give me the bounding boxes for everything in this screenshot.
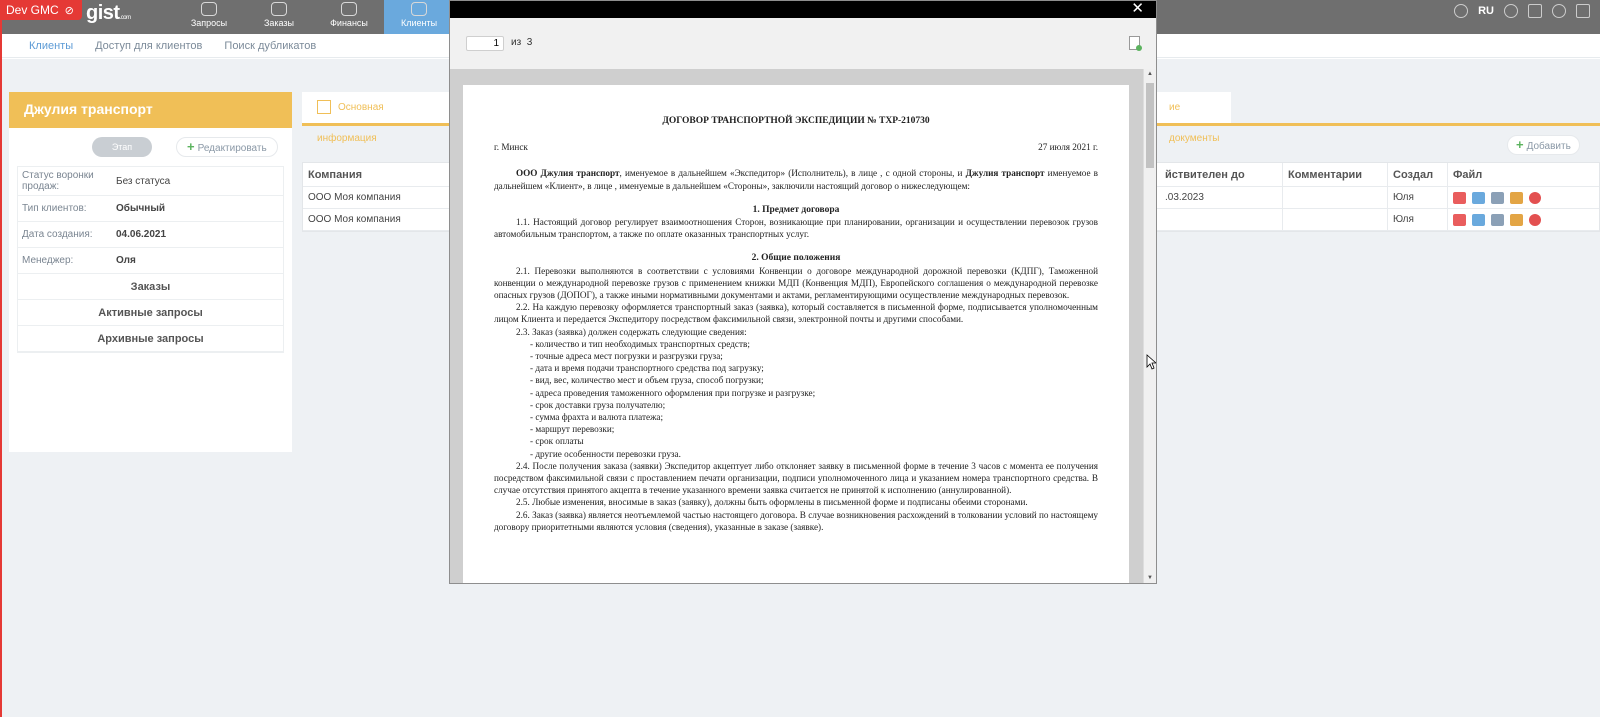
cell-file — [1448, 209, 1599, 230]
prop-label: Дата создания: — [22, 229, 93, 240]
doc-title: ДОГОВОР ТРАНСПОРТНОЙ ЭКСПЕДИЦИИ № TXP-210730 — [662, 116, 930, 126]
cell-company: ООО Моя компания — [303, 187, 453, 208]
nav-clients[interactable]: Клиенты — [384, 0, 454, 34]
clients-icon — [411, 2, 427, 16]
prop-value: Обычный — [116, 203, 166, 214]
pdf-icon[interactable] — [1453, 214, 1466, 226]
download-icon[interactable] — [1129, 36, 1140, 50]
document-page — [463, 85, 1129, 583]
doc-paragraph: 2.4. После получения заказа (заявки) Экспедитор акцептует либо отклоняет заявку в письменной форме в течение 3 часов с момента ее получения посредством факсимильной связи с проставлением печати организации, подписи уполномоченного лица и указанием номера транспортного средства. В случае отсутствия принятого акцепта в течение указанного времени заявка считается не принятой к исполнению (аннулированной). — [494, 460, 1098, 496]
col-comments[interactable]: Комментарии — [1283, 163, 1388, 186]
bell-icon[interactable] — [1552, 4, 1566, 18]
doc-list-item: - другие особенности перевозки груза. — [530, 448, 681, 459]
page-count: из 3 — [511, 37, 533, 48]
doc-list-item: - срок оплаты — [530, 436, 584, 447]
scroll-up-icon[interactable]: ▲ — [1147, 71, 1153, 77]
logo[interactable]: gist.com — [86, 2, 131, 24]
client-card — [9, 92, 292, 452]
archive-requests-link[interactable]: Архивные запросы — [18, 326, 283, 352]
prop-value: Оля — [116, 255, 136, 266]
cell-file — [1448, 187, 1599, 208]
page-number-input[interactable] — [466, 36, 504, 51]
cell-creator: Юля — [1388, 209, 1448, 230]
doc-list-item: - срок доставки груза получателю; — [530, 399, 666, 410]
vertical-scrollbar[interactable] — [1143, 69, 1156, 583]
doc-city: г. Минск — [494, 142, 528, 153]
stage-button[interactable]: Этап — [92, 137, 152, 157]
finance-icon — [341, 2, 357, 16]
client-properties — [17, 166, 284, 353]
doc-date: 27 июля 2021 г. — [1038, 142, 1098, 153]
doc-list-item: - количество и тип необходимых транспортных средств; — [530, 338, 750, 349]
right-nav — [1454, 4, 1590, 18]
doc-list-item: - дата и время подачи транспортного средства под загрузку; — [530, 363, 764, 374]
mail-icon[interactable] — [1472, 214, 1485, 226]
prop-label: Менеджер: — [22, 255, 74, 266]
doc-list-item: - вид, вес, количество мест и объем груза, способ погрузки; — [530, 375, 764, 386]
subnav-client-access[interactable]: Доступ для клиентов — [95, 39, 203, 52]
pdf-icon[interactable] — [1453, 192, 1466, 204]
chart-icon[interactable] — [1510, 192, 1523, 204]
doc-intro: ООО Джулия транспорт, именуемое в дальнейшем «Экспедитор» (Исполнитель), в лице , с одной стороны, и Джулия транспорт именуемое в дальнейшем «Клиент», в лице , именуемые в дальнейшем «Стороны», заключили настоящий договор о нижеследующем: — [494, 168, 1098, 191]
modal-header — [450, 1, 1156, 18]
pdf-viewer-modal — [449, 0, 1157, 584]
tab-main-info[interactable]: Основная информация — [302, 92, 452, 123]
mail-icon[interactable] — [1472, 192, 1485, 204]
nav-orders[interactable]: Заказы — [244, 0, 314, 34]
col-company[interactable]: Компания — [303, 163, 453, 186]
dev-badge: Dev GMC ⊘ — [0, 0, 82, 20]
doc-paragraph: 2.2. На каждую перевозку оформляется транспортный заказ (заявка), который составляется в письменной форме, подписывается уполномоченным лицом Клиента и передается Экспедитору посредством факсимильной связи, электронной почты и другими способами. — [494, 302, 1098, 325]
doc-list-item: - маршрут перевозки; — [530, 424, 615, 435]
prop-label: Тип клиентов: — [22, 203, 87, 214]
left-edge-line — [0, 0, 2, 717]
tab-documents[interactable]: ие документы — [1144, 92, 1231, 123]
edit-icon[interactable] — [1491, 192, 1504, 204]
cell-valid-until: .03.2023 — [1160, 187, 1283, 208]
requests-icon — [201, 2, 217, 16]
client-name: Джулия транспорт — [9, 92, 292, 128]
prop-value: Без статуса — [116, 175, 171, 187]
subnav-clients[interactable]: Клиенты — [29, 39, 74, 52]
globe-icon[interactable] — [1454, 4, 1468, 18]
add-button[interactable]: + Добавить — [1507, 135, 1580, 155]
document-viewport[interactable] — [450, 69, 1156, 583]
doc-section-heading: 1. Предмет договора — [752, 204, 840, 215]
doc-list-item: - сумма фрахта и валюта платежа; — [530, 412, 664, 423]
active-requests-link[interactable]: Активные запросы — [18, 300, 283, 326]
logout-icon[interactable] — [1576, 4, 1590, 18]
doc-paragraph: 2.3. Заказ (заявка) должен содержать следующие сведения: — [516, 326, 747, 337]
doc-paragraph: 2.1. Перевозки выполняются в соответствии с условиями Конвенции о договоре международной дорожной перевозки (КДПГ), Таможенной конвенции о международной перевозке грузов с применением книжки МДП (Конвенция МДП), Европейского соглашения о международной перевозке опасных грузов (ДОПОГ), а также иными нормативными документами и актами, регламентирующими осуществление международных перевозок. — [494, 265, 1098, 301]
nav-requests[interactable]: Запросы — [174, 0, 244, 34]
main-nav — [174, 0, 454, 34]
orders-icon — [271, 2, 287, 16]
close-icon[interactable]: ✕ — [1131, 0, 1144, 17]
col-file[interactable]: Файл — [1453, 169, 1483, 181]
doc-paragraph: 2.6. Заказ (заявка) является неотъемлемой частью настоящего договора. В случае возникновения расхождений в толковании условий по настоящему договору приоритетными являются условия (сведения), указанные в заказе (заявке). — [494, 509, 1098, 532]
subnav-duplicates[interactable]: Поиск дубликатов — [224, 39, 317, 52]
book-icon[interactable] — [1528, 4, 1542, 18]
plus-icon: + — [187, 139, 195, 154]
doc-paragraph: 2.5. Любые изменения, вносимые в заказ (заявку), должны быть оформлены в письменной форме и подписаны обеими сторонами. — [516, 497, 1028, 508]
chart-icon[interactable] — [1510, 214, 1523, 226]
info-icon — [317, 100, 331, 114]
edit-icon[interactable] — [1491, 214, 1504, 226]
language-selector[interactable]: RU — [1478, 5, 1494, 17]
doc-paragraph: 1.1. Настоящий договор регулирует взаимоотношения Сторон, возникающие при планировании, организации и осуществлении перевозок грузов автомобильным транспортом, а также по оплате оказанных транспортных услуг. — [494, 217, 1098, 240]
cell-valid-until — [1160, 209, 1283, 230]
delete-icon[interactable] — [1529, 214, 1541, 226]
col-creator[interactable]: Создал — [1388, 163, 1448, 186]
doc-list-item: - адреса проведения таможенного оформления при погрузке и разгрузке; — [530, 387, 816, 398]
timer-off-icon: ⊘ — [64, 5, 74, 17]
prop-label: Статус воронки продаж: — [22, 170, 94, 192]
cell-comments — [1283, 209, 1388, 230]
scroll-down-icon[interactable]: ▼ — [1147, 575, 1153, 581]
orders-link[interactable]: Заказы — [18, 274, 283, 300]
cell-company: ООО Моя компания — [303, 209, 453, 230]
edit-button[interactable]: + Редактировать — [176, 137, 278, 157]
col-valid-until[interactable]: йствителен до — [1160, 163, 1283, 186]
delete-icon[interactable] — [1529, 192, 1541, 204]
viewer-toolbar — [450, 18, 1156, 69]
nav-finance[interactable]: Финансы — [314, 0, 384, 34]
scroll-thumb[interactable] — [1146, 83, 1154, 168]
cell-comments — [1283, 187, 1388, 208]
user-icon[interactable] — [1504, 4, 1518, 18]
doc-section-heading: 2. Общие положения — [751, 253, 841, 264]
doc-list-item: - точные адреса мест погрузки и разгрузки груза; — [530, 351, 723, 362]
mouse-cursor-icon — [1146, 354, 1156, 370]
plus-icon: + — [1516, 137, 1524, 152]
prop-value: 04.06.2021 — [116, 229, 167, 240]
cell-creator: Юля — [1388, 187, 1448, 208]
